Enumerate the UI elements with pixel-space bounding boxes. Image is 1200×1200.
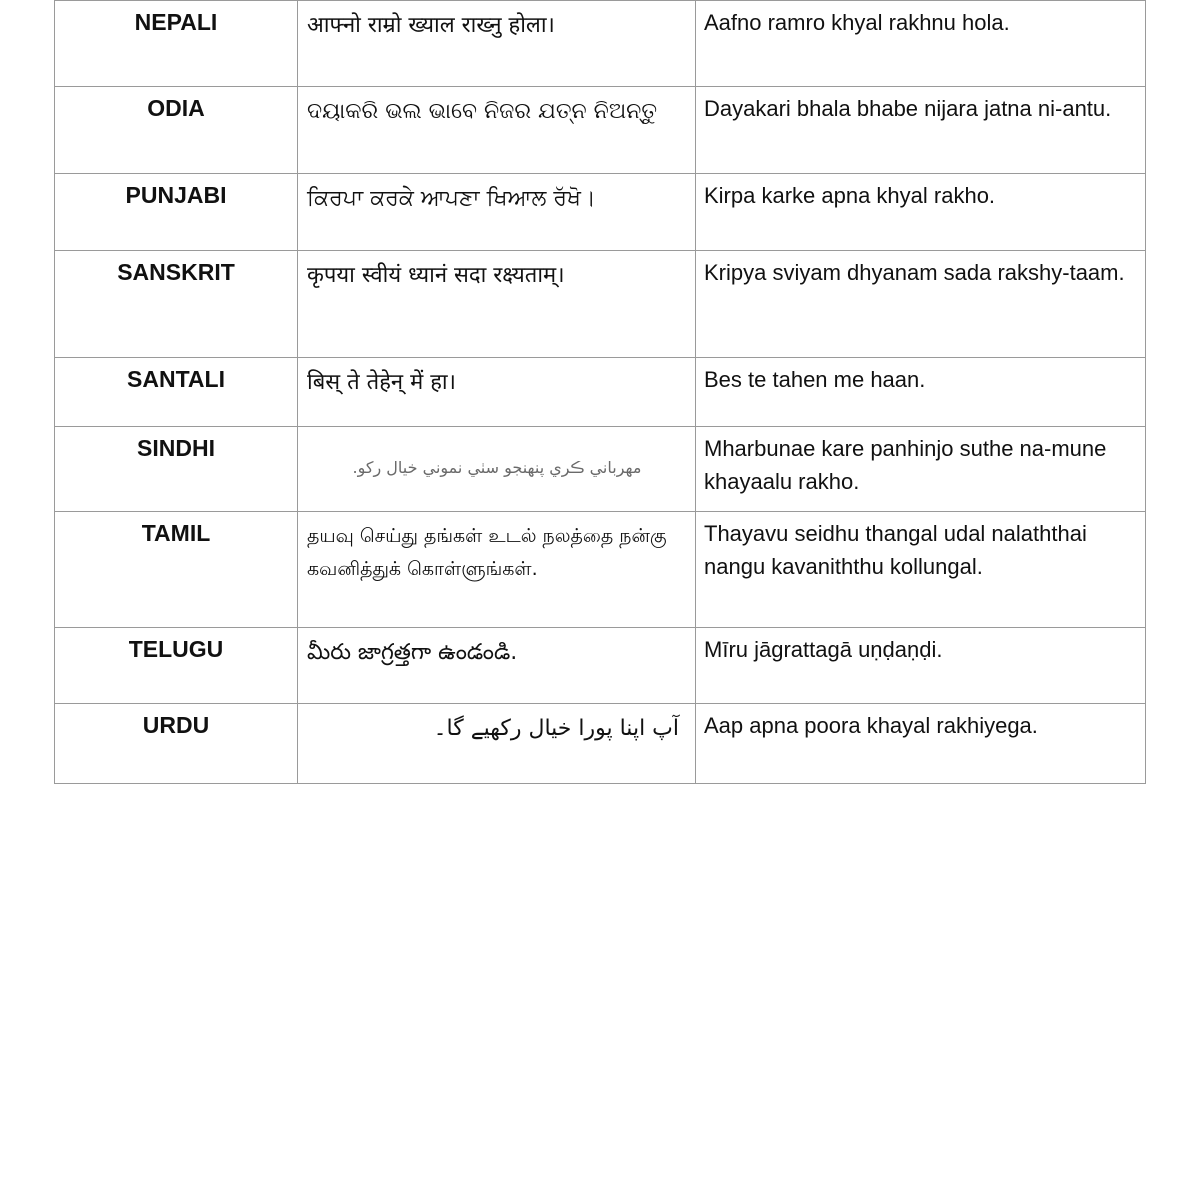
native-text: தயவு செய்து தங்கள் உடல் நலத்தை நன்கு கவனித்துக் கொள்ளுங்கள்.: [298, 512, 696, 628]
transliteration-text: Bes te tahen me haan.: [696, 358, 1146, 427]
language-table: [54, 0, 1146, 784]
transliteration-text: Aap apna poora khayal rakhiyega.: [696, 704, 1146, 784]
language-name: PUNJABI: [55, 174, 298, 251]
native-text: ଦୟାକରି ଭଲ ଭାବେ ନିଜର ଯତ୍ନ ନିଅନ୍ତୁ: [298, 87, 696, 174]
transliteration-text: Kripya sviyam dhyanam sada rakshy-taam.: [696, 251, 1146, 358]
table-row-odia: [55, 87, 1146, 174]
table-row-santali: [55, 358, 1146, 427]
transliteration-text: Kirpa karke apna khyal rakho.: [696, 174, 1146, 251]
language-name: NEPALI: [55, 1, 298, 87]
transliteration-text: Mharbunae kare panhinjo suthe na-mune khayaalu rakho.: [696, 427, 1146, 512]
language-name: SANSKRIT: [55, 251, 298, 358]
language-name: SANTALI: [55, 358, 298, 427]
table-row-punjabi: [55, 174, 1146, 251]
language-name: SINDHI: [55, 427, 298, 512]
native-text: مهرباني ڪري پنهنجو سٺي نموني خيال رکو.: [298, 427, 696, 512]
transliteration-text: Mīru jāgrattagā uṇḍaṇḍi.: [696, 628, 1146, 704]
table-row-telugu: [55, 628, 1146, 704]
language-name: TELUGU: [55, 628, 298, 704]
native-text: कृपया स्वीयं ध्यानं सदा रक्ष्यताम्।: [298, 251, 696, 358]
table-row-urdu: [55, 704, 1146, 784]
native-text: ਕਿਰਪਾ ਕਰਕੇ ਆਪਣਾ ਖਿਆਲ ਰੱਖੋ।: [298, 174, 696, 251]
table-row-tamil: [55, 512, 1146, 628]
table-row-nepali: [55, 1, 1146, 87]
transliteration-text: Thayavu seidhu thangal udal nalaththai nangu kavaniththu kollungal.: [696, 512, 1146, 628]
language-name: ODIA: [55, 87, 298, 174]
table-row-sindhi: [55, 427, 1146, 512]
native-text: आफ्नो राम्रो ख्याल राख्नु होला।: [298, 1, 696, 87]
transliteration-text: Dayakari bhala bhabe nijara jatna ni-antu.: [696, 87, 1146, 174]
language-name: TAMIL: [55, 512, 298, 628]
native-text: మీరు జాగ్రత్తగా ఉండండి.: [298, 628, 696, 704]
language-name: URDU: [55, 704, 298, 784]
native-text: बिस् ते तेहेन् में हा।: [298, 358, 696, 427]
native-text: آپ اپنا پورا خیال رکھیے گا۔: [298, 704, 696, 784]
transliteration-text: Aafno ramro khyal rakhnu hola.: [696, 1, 1146, 87]
table-row-sanskrit: [55, 251, 1146, 358]
